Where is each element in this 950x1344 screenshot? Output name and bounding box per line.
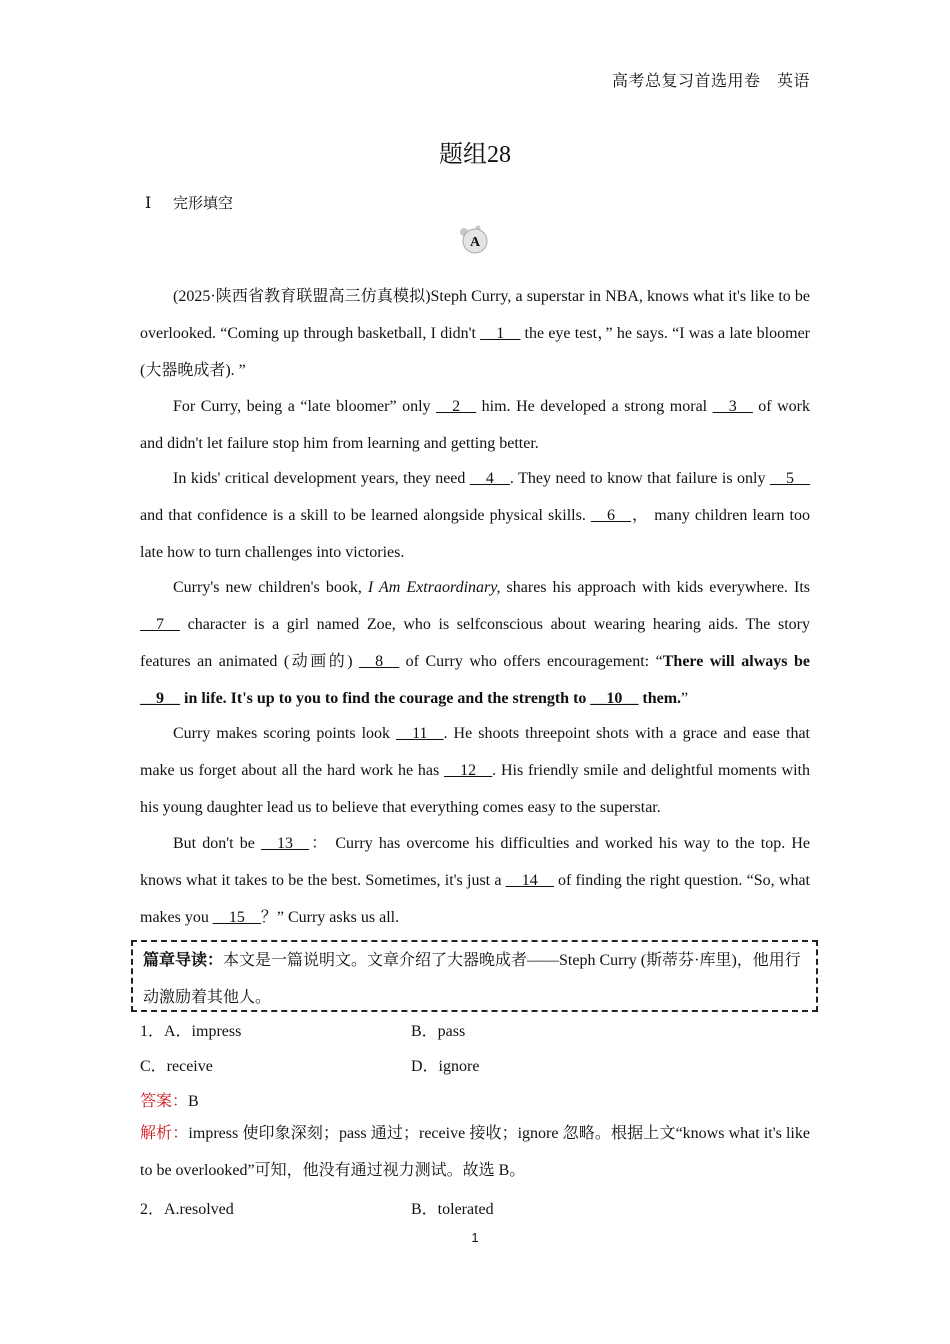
answer <box>140 1088 199 1111</box>
blank-2: __2__ <box>436 398 477 415</box>
blank-10: __10__ <box>590 690 639 707</box>
guide-label: 篇章导读： <box>143 952 224 969</box>
blank-5: __5__ <box>770 470 810 487</box>
answer-label: 答案： <box>140 1093 189 1110</box>
section-label: 完形填空 <box>173 194 234 212</box>
paragraph-2: For Curry, being a “late bloomer” only __2__ him. He developed a strong moral __3__ of work and didn't let failure stop him from learning and getting better. <box>140 398 811 452</box>
blank-8: __8__ <box>359 653 400 670</box>
analysis-label: 解析： <box>140 1125 189 1142</box>
section-a-badge-icon <box>458 224 490 256</box>
q1-option-b: B．pass <box>411 1023 466 1040</box>
section-heading <box>145 192 233 213</box>
answer-value: B <box>188 1093 199 1110</box>
paragraph-5: Curry makes scoring points look __11__. He shoots threepoint shots with a grace and ease that make us forget about all the hard work he has __12__. His friendly smile and delightful moments with his young daughter lead us to believe that everything comes easy to the superstar. <box>140 725 811 816</box>
quote-part-3: them. <box>638 690 682 707</box>
q1-option-a: 1．A．impress <box>140 1023 242 1040</box>
q1-option-d: D．ignore <box>411 1058 480 1075</box>
paragraph-6: But don't be __13__： Curry has overcome his difficulties and worked his way to the top. He knows what it takes to be the best. Sometimes, it's just a __14__ of finding the right question. “So, what makes you __15__？” Curry asks us all. <box>140 835 810 926</box>
page-title: 题组28 <box>439 142 511 168</box>
blank-12: __12__ <box>444 762 493 779</box>
page-number: 1 <box>471 1230 479 1245</box>
quote-part-2: in life. It's up to you to find the courage and the strength to <box>180 690 591 707</box>
blank-15: __15__ <box>212 909 261 926</box>
blank-3: __3__ <box>712 398 753 415</box>
q2-option-b: B．tolerated <box>411 1201 494 1218</box>
blank-13: __13__ <box>260 835 309 852</box>
paragraph-3: In kids' critical development years, they need __4__. They need to know that failure is only __5__ and that confidence is a skill to be learned alongside physical skills. __6__， many children learn too late how to turn challenges into victories. <box>140 470 810 561</box>
q1-option-c: C．receive <box>140 1058 213 1075</box>
blank-6: __6__ <box>590 507 631 524</box>
paragraph-1: (2025·陕西省教育联盟高三仿真模拟)Steph Curry, a superstar in NBA, knows what it's like to be overlooked. “Coming up through basketball, I didn't __1__ the eye test，” he says. “I was a late bloomer (大器晚成者). ” <box>140 288 810 379</box>
blank-1: __1__ <box>480 325 521 342</box>
analysis-text: impress 使印象深刻；pass 通过；receive 接收；ignore 忽略。根据上文“knows what it's like to be overlooked”可知，他没有通过视力测试。故选 B。 <box>140 1125 810 1179</box>
blank-7: __7__ <box>140 616 180 633</box>
q2-option-a: 2．A.resolved <box>140 1201 234 1218</box>
book-title: I Am Extraordinary, <box>367 579 501 596</box>
paragraph-4: Curry's new children's book, I Am Extraordinary, shares his approach with kids everywhere. Its __7__ character is a girl named Zoe, who is selfconscious about wearing hearing aids. The story features an animated (动画的) __8__ of Curry who offers encouragement: “There will always be __9__ in life. It's up to you to find the courage and the strength to __10__ them.” <box>140 579 810 707</box>
analysis <box>140 1115 810 1189</box>
page-header: 高考总复习首选用卷 英语 <box>611 73 810 90</box>
chapter-guide-box <box>131 940 818 1012</box>
quote-part-1: There will always be <box>662 653 810 670</box>
guide-text: 本文是一篇说明文。文章介绍了大器晚成者——Steph Curry (斯蒂芬·库里)，他用行动激励着其他人。 <box>143 952 801 1006</box>
section-number: Ⅰ <box>145 195 152 212</box>
blank-4: __4__ <box>469 470 510 487</box>
badge-letter: A <box>469 235 481 250</box>
blank-9: __9__ <box>140 690 180 707</box>
blank-14: __14__ <box>505 872 554 889</box>
blank-11: __11__ <box>396 725 444 742</box>
